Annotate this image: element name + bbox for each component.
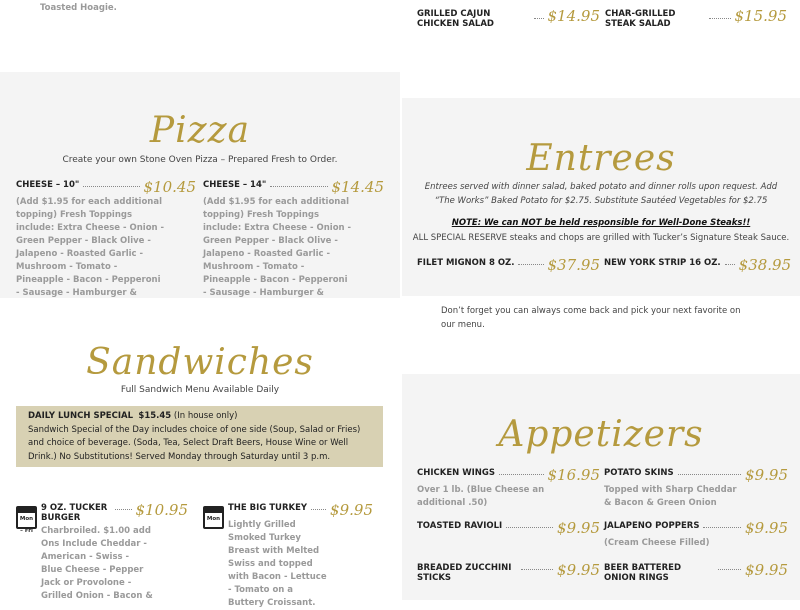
item-price: $16.95 — [547, 466, 600, 484]
leader-dots — [703, 521, 741, 528]
entrees-section — [402, 98, 800, 296]
lunch-special-price: $15.45 — [138, 411, 172, 421]
item-description: Lightly Grilled Smoked Turkey Breast with Melted Swiss and topped with Bacon - Lettuce - Tomato on a Buttery Croissant. — [228, 520, 327, 608]
entrees-title: Entrees — [526, 138, 676, 179]
reserve-note: ALL SPECIAL RESERVE steaks and chops are grilled with Tucker’s Signature Steak Sauce. — [412, 233, 790, 243]
item-description: (Add $1.95 for each additional topping) Fresh Toppings include: Extra Cheese - Onion - Green Pepper - Black Olive - Jalapeno - Roasted Garlic - Mushroom - Tomato - Pineapple - Bacon - Pepperoni - Sausage - Hamburger & — [16, 197, 165, 298]
item-description: (Add $1.95 for each additional topping) Fresh Toppings include: Extra Cheese - Onion - Green Pepper - Black Olive - Jalapeno - Roasted Garlic - Mushroom - Tomato - Pineapple - Bacon - Pepperoni - Sausage - Hamburger & — [203, 197, 352, 298]
leader-dots — [518, 258, 543, 265]
leader-dots — [534, 12, 544, 19]
leader-dots — [521, 563, 553, 570]
leader-dots — [499, 468, 544, 475]
item-price: $37.95 — [547, 256, 600, 274]
hoagie-fragment: Toasted Hoagie. — [40, 3, 117, 13]
pizza-section — [0, 72, 400, 298]
item-price: $9.95 — [745, 561, 788, 579]
menu-item-filet-mignon[interactable] — [417, 258, 600, 272]
item-price: $9.95 — [557, 519, 600, 537]
menu-item-tucker-burger[interactable] — [41, 503, 188, 603]
lunch-special-desc: Sandwich Special of the Day includes choice of one side (Soup, Salad or Fries) and choice of beverage. (Soda, Tea, Select Draft Beers, House Wine or Well Drink.) No Substitutions! Served Monday through Saturday until 3 p.m. — [28, 424, 361, 462]
item-name: CHEESE – 14" — [203, 180, 267, 190]
menu-item-cheese-10[interactable] — [16, 180, 196, 300]
leader-dots — [83, 180, 139, 187]
lunch-special-note: (In house only) — [173, 411, 238, 421]
item-name: CHAR-GRILLED STEAK SALAD — [605, 9, 676, 29]
steak-note: NOTE: We can NOT be held responsible for Well-Done Steaks!! — [451, 218, 751, 228]
item-price: $9.95 — [330, 501, 373, 519]
daily-lunch-special — [16, 406, 383, 467]
leader-dots — [718, 563, 741, 570]
pizza-title: Pizza — [149, 110, 251, 151]
item-price: $14.95 — [547, 7, 600, 25]
item-name: GRILLED CAJUN CHICKEN SALAD — [417, 9, 494, 29]
item-name: 9 OZ. TUCKER BURGER — [41, 503, 108, 523]
item-description: Over 1 lb. (Blue Cheese an additional .50) — [417, 485, 545, 508]
item-price: $14.45 — [331, 178, 384, 196]
top-left-strip — [0, 0, 400, 72]
item-price: $10.95 — [135, 501, 188, 519]
calendar-icon: Mon — [203, 506, 224, 529]
item-name: CHEESE – 10" — [16, 180, 80, 190]
entrees-intro: Entrees served with dinner salad, baked potato and dinner rolls upon request. Add “The Works” Baked Potato for $2.75. Substitute Sautéed Vegetables for $2.75 — [424, 182, 778, 206]
item-name: BEER BATTERED ONION RINGS — [604, 563, 681, 583]
menu-item-steak-salad[interactable] — [605, 9, 787, 29]
menu-item-onion-rings[interactable] — [604, 563, 788, 583]
menu-item-toasted-ravioli[interactable] — [417, 521, 600, 535]
item-description: Charbroiled. $1.00 add Ons Include Cheddar - American - Swiss - Blue Cheese - Pepper Jack or Provolone - Grilled Onion - Bacon & — [41, 526, 153, 601]
item-price: $9.95 — [745, 466, 788, 484]
leader-dots — [725, 258, 735, 265]
leader-dots — [506, 521, 553, 528]
dont-forget-text: Don’t forget you can always come back and pick your next favorite on our menu. — [441, 306, 741, 330]
item-name: BREADED ZUCCHINI STICKS — [417, 563, 512, 583]
item-name: JALAPENO POPPERS — [604, 521, 700, 531]
leader-dots — [270, 180, 327, 187]
appetizers-title: Appetizers — [498, 414, 704, 455]
menu-item-cheese-14[interactable] — [203, 180, 384, 300]
item-price: $38.95 — [738, 256, 792, 274]
item-price: $15.95 — [734, 7, 787, 25]
leader-dots — [115, 503, 132, 510]
sandwiches-title: Sandwiches — [86, 342, 314, 383]
salads-strip — [400, 0, 800, 98]
menu-item-ny-strip[interactable] — [604, 256, 792, 274]
menu-item-potato-skins[interactable] — [604, 468, 788, 510]
menu-item-zucchini-sticks[interactable] — [417, 563, 600, 583]
item-description: (Cream Cheese Filled) — [604, 538, 710, 548]
item-price: $9.95 — [557, 561, 600, 579]
item-name: POTATO SKINS — [604, 468, 674, 478]
menu-item-cajun-salad[interactable] — [417, 9, 600, 29]
pizza-subtitle: Create your own Stone Oven Pizza – Prepared Fresh to Order. — [62, 155, 338, 165]
menu-item-chicken-wings[interactable] — [417, 468, 600, 510]
sandwiches-subtitle: Full Sandwich Menu Available Daily — [120, 385, 280, 395]
leader-dots — [311, 503, 326, 510]
menu-item-jalapeno-poppers[interactable] — [604, 521, 788, 550]
calendar-icon: Mon – Fri — [16, 506, 37, 529]
item-price: $10.45 — [143, 178, 196, 196]
item-description: Topped with Sharp Cheddar & Bacon & Green Onion — [604, 485, 737, 508]
leader-dots — [709, 12, 731, 19]
item-name: TOASTED RAVIOLI — [417, 521, 503, 531]
lunch-special-label: DAILY LUNCH SPECIAL — [28, 411, 133, 421]
appetizers-section — [402, 374, 800, 600]
item-name: THE BIG TURKEY — [228, 503, 308, 513]
menu-item-big-turkey[interactable] — [228, 503, 373, 610]
leader-dots — [678, 468, 741, 475]
item-name: CHICKEN WINGS — [417, 468, 495, 478]
item-name: FILET MIGNON 8 OZ. — [417, 258, 515, 268]
item-name: NEW YORK STRIP 16 OZ. — [604, 258, 721, 268]
item-price: $9.95 — [745, 519, 788, 537]
